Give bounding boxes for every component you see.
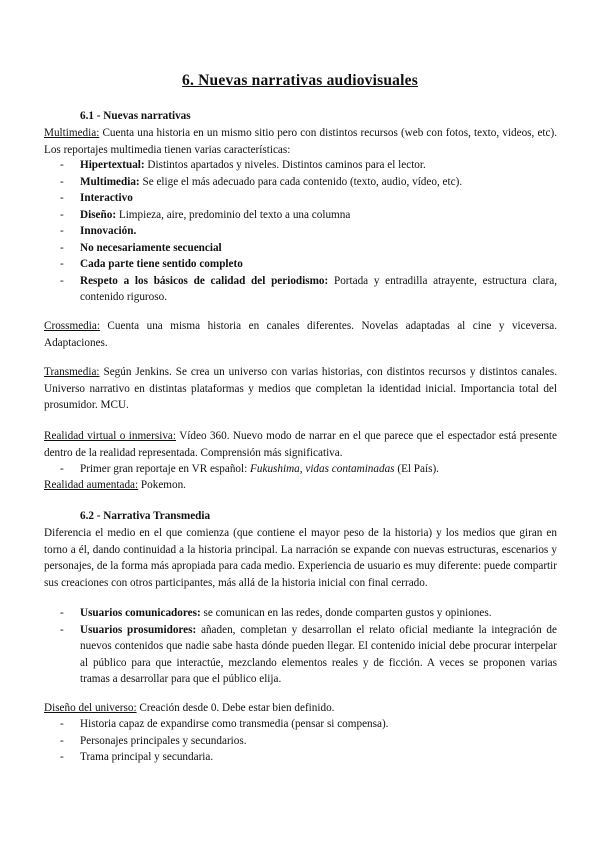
section-heading-6-2: 6.2 - Narrativa Transmedia: [80, 510, 211, 522]
definition-augmented-reality: Pokemon.: [138, 479, 186, 491]
list-item: - Cada parte tiene sentido completo: [44, 256, 557, 273]
list-item: - Usuarios comunicadores: se comunican en las redes, donde comparten gustos y opiniones.: [44, 605, 557, 622]
term-multimedia: Multimedia:: [44, 127, 100, 139]
list-item: - Innovación.: [44, 223, 557, 240]
paragraph-crossmedia: [44, 318, 557, 351]
list-item: - Trama principal y secundaria.: [44, 749, 557, 766]
list-item: - Diseño: Limpieza, aire, predominio del texto a una columna: [44, 207, 557, 224]
list-item: - No necesariamente secuencial: [44, 240, 557, 257]
multimedia-features-list: [44, 157, 557, 306]
list-item: - Interactivo: [44, 190, 557, 207]
paragraph-augmented-reality: [44, 477, 557, 494]
definition-virtual-reality: Vídeo 360. Nuevo modo de narrar en el que parece que el espectador está presente dentro de la realidad representada. Comprensión más significativa.: [44, 430, 557, 459]
list-item: - Multimedia: Se elige el más adecuado para cada contenido (texto, audio, vídeo, etc).: [44, 174, 557, 191]
list-item: - Respeto a los básicos de calidad del periodismo: Portada y entradilla atrayente, estructura clara, contenido riguroso.: [44, 273, 557, 306]
definition-transmedia: Según Jenkins. Se crea un universo con varias historias, con distintos recursos y distintos canales. Universo narrativo en distintas plataformas y medios que completan la identidad inicial. Importancia total del prosumidor. MCU.: [44, 366, 557, 411]
term-universe-design: Diseño del universo:: [44, 702, 137, 714]
list-item: - Historia capaz de expandirse como transmedia (pensar si compensa).: [44, 716, 557, 733]
list-item: - Primer gran reportaje en VR español: Fukushima, vidas contaminadas (El País).: [44, 461, 557, 478]
term-crossmedia: Crossmedia:: [44, 320, 100, 332]
paragraph-virtual-reality: [44, 428, 557, 461]
term-virtual-reality: Realidad virtual o inmersiva:: [44, 430, 176, 442]
vr-example-list: [44, 461, 557, 478]
paragraph-universe-design: [44, 700, 557, 717]
list-item: - Usuarios prosumidores: añaden, completan y desarrollan el relato oficial mediante la integración de nuevos contenidos que nadie sabe hasta dónde pueden llegar. El contenido inicial debe procurar interpelar al público para que interactúe, mezclando elementos reales y de ficción. A veces se proponen varias tramas a desarrollar para que el público elija.: [44, 622, 557, 688]
user-types-list: [44, 605, 557, 688]
section-heading-6-1: 6.1 - Nuevas narrativas: [80, 110, 191, 122]
term-transmedia: Transmedia:: [44, 366, 100, 378]
definition-crossmedia: Cuenta una misma historia en canales diferentes. Novelas adaptadas al cine y viceversa. Adaptaciones.: [44, 320, 557, 349]
page-title: 6. Nuevas narrativas audiovisuales: [182, 72, 418, 89]
list-item: - Hipertextual: Distintos apartados y niveles. Distintos caminos para el lector.: [44, 157, 557, 174]
paragraph-multimedia: [44, 125, 557, 158]
definition-multimedia: Cuenta una historia en un mismo sitio pero con distintos recursos (web con fotos, texto, videos, etc). Los reportajes multimedia tienen varias características:: [44, 127, 557, 156]
paragraph-transmedia: [44, 364, 557, 414]
paragraph-transmedia-intro: Diferencia el medio en el que comienza (que contiene el mayor peso de la historia) y los medios que giran en torno a él, dando continuidad a la historia principal. La narración se expande con nuevas estructuras, escenarios y personajes, de la forma más apropiada para cada medio. Experiencia de usuario es muy diferente: puede compartir sus creaciones con otros participantes, más allá de la historia inicial con final cerrado.: [44, 527, 557, 589]
universe-design-list: [44, 716, 557, 766]
list-item: - Personajes principales y secundarios.: [44, 733, 557, 750]
term-augmented-reality: Realidad aumentada:: [44, 479, 139, 491]
definition-universe-design: Creación desde 0. Debe estar bien definido.: [136, 702, 335, 714]
